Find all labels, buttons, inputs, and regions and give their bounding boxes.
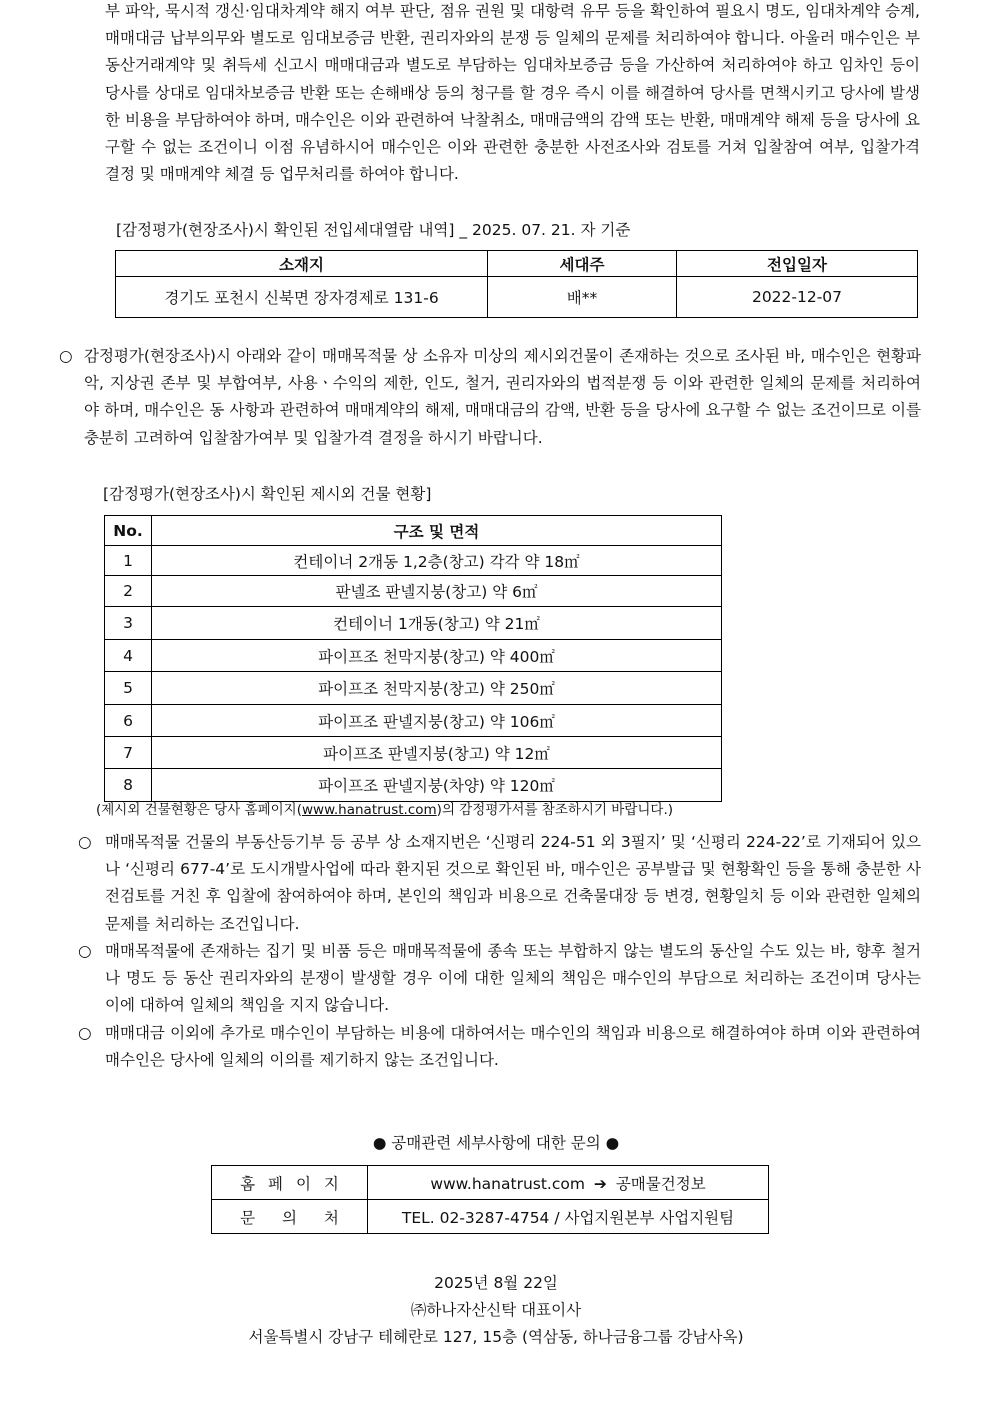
building-row-no: 8 [105, 769, 152, 802]
building-row-structure: 파이프조 판넬지붕(차양) 약 120㎡ [152, 769, 722, 802]
tenant-cell-location: 경기도 포천시 신북면 장자경제로 131-6 [116, 277, 488, 318]
intro-paragraph: 부 파악, 묵시적 갱신·임대차계약 해지 여부 판단, 점유 권원 및 대항력 유무 등을 확인하여 필요시 명도, 임대차계약 승계, 매매대금 납부의무와 별도로 임대보증금 반환, 권리자와의 분쟁 등 일체의 문제를 처리하여야 합니다. 아울러 매수인은 부동산거래계약 및 취득세 신고시 매매대금과 별도로 부담하는 임대차보증금 등을 가산하여 처리하여야 하고 임차인 등이 당사를 상대로 임대차보증금 반환 또는 손해배상 등의 청구를 할 경우 즉시 이를 해결하여 당사를 면책시키고 당사에 발생한 비용을 부담하여야 하며, 매수인은 이와 관련하여 낙찰취소, 매매금액의 감액 또는 반환, 매매계약 해제 등을 당사에 요구할 수 없는 조건이니 이점 유념하시어 매수인은 이와 관련한 충분한 사전조사와 검토를 거쳐 입찰참여 여부, 입찰가격 결정 및 매매계약 체결 등 업무처리를 하여야 합니다. [105, 2, 920, 184]
bullet-mark: ○ [78, 1024, 92, 1042]
tenant-cell-householder: 배** [488, 277, 677, 318]
footer-address: 서울특별시 강남구 테헤란로 127, 15층 (역삼동, 하나금융그룹 강남사옥) [248, 1328, 744, 1346]
building-table [104, 515, 722, 802]
bullet-mark: ○ [59, 347, 73, 365]
bullet-mark: ○ [78, 833, 92, 851]
building-row-no: 3 [105, 607, 152, 640]
bullet-text: 감정평가(현장조사)시 아래와 같이 매매목적물 상 소유자 미상의 제시외건물이 존재하는 것으로 조사된 바, 매수인은 현황파악, 지상권 존부 및 부합여부, 사용ㆍ수익의 제한, 인도, 철거, 권리자와의 법적분쟁 등 이와 관련한 일체의 문제를 처리하여야 하며, 매수인은 동 사항과 관련하여 매매계약의 해제, 매매대금의 감액, 반환 등을 당사에 요구할 수 없는 조건이므로 이를 충분히 고려하여 입찰참가여부 및 입찰가격 결정을 하시기 바랍니다. [84, 347, 921, 447]
arrow-right-icon: ➔ [593, 1174, 607, 1193]
building-row-no: 1 [105, 546, 152, 576]
contact-homepage-target: 공매물건정보 [615, 1174, 706, 1193]
contact-homepage-value [368, 1166, 769, 1200]
building-row-structure: 컨테이너 1개동(창고) 약 21㎡ [152, 607, 722, 640]
note-homepage-link[interactable]: www.hanatrust.com [301, 802, 437, 818]
building-row-no: 2 [105, 576, 152, 607]
building-table-note [96, 798, 673, 818]
contact-inquiry-value: TEL. 02-3287-4754 / 사업지원본부 사업지원팀 [368, 1200, 769, 1234]
building-row-structure: 파이프조 판넬지붕(창고) 약 106㎡ [152, 705, 722, 737]
building-row-structure: 파이프조 천막지붕(창고) 약 400㎡ [152, 640, 722, 672]
building-row-no: 4 [105, 640, 152, 672]
building-row-structure: 컨테이너 2개동 1,2층(창고) 각각 약 18㎡ [152, 546, 722, 576]
tenant-header-move-in-date: 전입일자 [677, 251, 918, 277]
contact-inquiry-label: 문 의 처 [212, 1200, 368, 1234]
contact-heading: ● 공매관련 세부사항에 대한 문의 ● [372, 1134, 620, 1152]
building-row-structure: 파이프조 천막지붕(창고) 약 250㎡ [152, 672, 722, 705]
footer-company: ㈜하나자산신탁 대표이사 [410, 1301, 582, 1319]
bullet-text: 매매목적물 건물의 부동산등기부 등 공부 상 소재지번은 ‘신평리 224-51 외 3필지’ 및 ‘신평리 224-22’로 기재되어 있으나 ‘신평리 677-4’로 도시개발사업에 따라 환지된 것으로 확인된 바, 매수인은 공부발급 및 현황확인 등을 통해 충분한 사전검토를 거친 후 입찰에 참여하여야 하며, 본인의 책임과 비용으로 건축물대장 등 변경, 현황일치 등 이와 관련한 일체의 문제를 처리하는 조건입니다. [105, 833, 921, 933]
bullet-text: 매매대금 이외에 추가로 매수인이 부담하는 비용에 대하여서는 매수인의 책임과 비용으로 해결하여야 하며 이와 관련하여 매수인은 당사에 일체의 이의를 제기하지 않는 조건입니다. [105, 1024, 921, 1070]
tenant-table-caption: [감정평가(현장조사)시 확인된 전입세대열람 내역] _ 2025. 07. 21. 자 기준 [116, 221, 631, 239]
tenant-table [115, 250, 918, 318]
tenant-cell-move-in-date: 2022-12-07 [677, 277, 918, 318]
note-suffix: )의 감정평가서를 참조하시기 바랍니다.) [436, 802, 674, 818]
footer-date: 2025년 8월 22일 [434, 1274, 558, 1292]
contact-homepage-url[interactable]: www.hanatrust.com [430, 1174, 585, 1193]
bullet-mark: ○ [78, 942, 92, 960]
tenant-header-householder: 세대주 [488, 251, 677, 277]
bullet-text: 매매목적물에 존재하는 집기 및 비품 등은 매매목적물에 종속 또는 부합하지 않는 별도의 동산일 수도 있는 바, 향후 철거나 명도 등 동산 권리자와의 분쟁이 발생할 경우 이에 대한 일체의 책임은 매수인의 부담으로 처리하는 조건이며 당사는 이에 대하여 일체의 책임을 지지 않습니다. [105, 942, 921, 1015]
building-row-no: 7 [105, 737, 152, 769]
building-row-structure: 파이프조 판넬지붕(창고) 약 12㎡ [152, 737, 722, 769]
building-header-no: No. [105, 516, 152, 546]
tenant-header-location: 소재지 [116, 251, 488, 277]
contact-table [211, 1165, 769, 1234]
building-row-structure: 판넬조 판넬지붕(창고) 약 6㎡ [152, 576, 722, 607]
contact-homepage-label: 홈 페 이 지 [212, 1166, 368, 1200]
building-table-caption: [감정평가(현장조사)시 확인된 제시외 건물 현황] [103, 485, 432, 503]
building-row-no: 6 [105, 705, 152, 737]
building-row-no: 5 [105, 672, 152, 705]
building-header-structure: 구조 및 면적 [152, 516, 722, 546]
note-prefix: (제시외 건물현황은 당사 홈페이지( [96, 802, 302, 818]
